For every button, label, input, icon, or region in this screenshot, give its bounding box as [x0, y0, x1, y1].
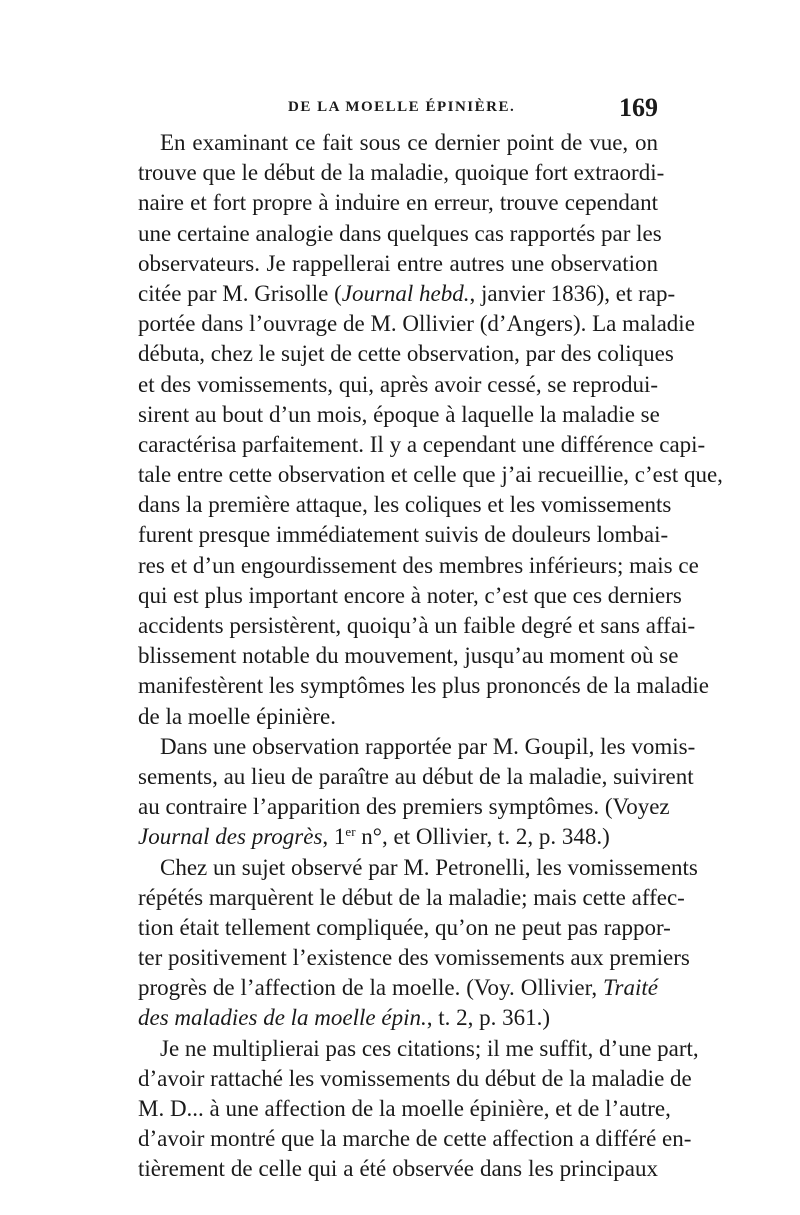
text-segment: qui est plus important encore à noter, c’est que ces derniers: [138, 582, 682, 608]
running-title: DE LA MOELLE ÉPINIÈRE.: [288, 99, 516, 115]
text-segment: manifestèrent les symptômes les plus prononcés de la maladie: [138, 673, 710, 699]
text-line: [138, 611, 696, 641]
text-segment: M. D... à une affection de la moelle épinière, et de l’autre,: [138, 1096, 671, 1121]
text-segment: ter positivement l’existence des vomissements aux premiers: [138, 945, 690, 971]
text-segment: tièrement de celle qui a été observée dans les principaux: [138, 1156, 658, 1182]
text-segment: d’avoir montré que la marche de cette affection a différé en-: [138, 1126, 692, 1152]
text-segment: Dans une observation rapportée par M. Goupil, les vomis-: [160, 733, 696, 759]
text-segment: débuta, chez le sujet de cette observation, par des coliques: [138, 341, 674, 367]
running-head: [138, 93, 658, 123]
text-segment: res et d’un engourdissement des membres inférieurs; mais ce: [138, 552, 699, 578]
text-segment: accidents persistèrent, quoiqu’à un faible degré et sans affai-: [138, 613, 696, 638]
text-segment: d’avoir rattaché les vomissements du début de la maladie de: [138, 1065, 692, 1091]
text-line: [138, 1034, 699, 1064]
text-segment: furent presque immédiatement suivis de douleurs lombai-: [138, 522, 669, 548]
text-segment: une certaine analogie dans quelques cas rapportés par les: [138, 220, 662, 246]
text-line: [138, 490, 672, 520]
text-line: [138, 219, 662, 249]
text-segment: , janvier 1836), et rap-: [469, 280, 676, 306]
text-segment: Je ne multiplierai pas ces citations; il me suffit, d’une part,: [160, 1035, 699, 1061]
text-line: [138, 1003, 658, 1033]
text-line: [138, 762, 694, 792]
text-segment: , t. 2, p. 361.): [426, 1005, 551, 1031]
text-segment: citée par M. Grisolle (: [138, 280, 342, 306]
text-line: [138, 913, 671, 943]
text-line: [138, 1154, 658, 1184]
text-line: [138, 339, 674, 369]
text-line: [138, 520, 669, 550]
text-line: [138, 792, 670, 822]
text-line: [138, 732, 696, 762]
text-line: [138, 973, 658, 1003]
text-segment: observateurs. Je rappellerai entre autres une observation: [138, 250, 658, 276]
text-segment: portée dans l’ouvrage de M. Ollivier (d’Angers). La maladie: [138, 311, 695, 337]
text-line: [138, 581, 682, 611]
text-line: [138, 430, 706, 460]
text-line: [138, 883, 685, 913]
text-line: [138, 309, 695, 339]
text-line: [138, 1094, 671, 1124]
page-number: 169: [619, 93, 658, 122]
superscript: er: [345, 824, 356, 840]
text-line: [138, 188, 658, 218]
text-line: [138, 370, 658, 400]
text-line: [138, 641, 679, 671]
text-segment: sements, au lieu de paraître au début de la maladie, suivirent: [138, 763, 694, 789]
text-line: [138, 1064, 692, 1094]
text-segment: et des vomissements, qui, après avoir cessé, se reprodui-: [138, 371, 658, 397]
text-segment: tion était tellement compliquée, qu’on ne peut pas rappor-: [138, 914, 671, 940]
text-line: [138, 853, 698, 883]
text-line: [138, 702, 658, 732]
text-segment: sirent au bout d’un mois, époque à laquelle la maladie se: [138, 401, 660, 427]
text-segment: au contraire l’apparition des premiers symptômes. (Voyez: [138, 794, 670, 820]
text-line: [138, 671, 710, 701]
text-line: [138, 158, 665, 188]
italic-text: Journal des progrès: [138, 824, 323, 850]
text-segment: de la moelle épinière.: [138, 703, 336, 729]
text-segment: dans la première attaque, les coliques et les vomissements: [138, 492, 672, 518]
text-segment: trouve que le début de la maladie, quoique fort extraordi-: [138, 160, 665, 186]
text-line: [138, 460, 723, 490]
text-segment: Chez un sujet observé par M. Petronelli, les vomissements: [160, 854, 698, 880]
italic-text: Traité: [603, 975, 658, 1001]
body-text: [138, 128, 723, 1185]
text-segment: n°, et Ollivier, t. 2, p. 348.): [355, 824, 610, 850]
text-segment: tale entre cette observation et celle que j’ai recueillie, c’est que,: [138, 462, 723, 488]
text-line: [138, 279, 676, 309]
text-segment: caractérisa parfaitement. Il y a cependant une différence capi-: [138, 431, 706, 457]
italic-text: des maladies de la moelle épin.: [138, 1005, 427, 1031]
text-segment: progrès de l’affection de la moelle. (Voy. Ollivier,: [138, 975, 604, 1001]
text-line: [138, 943, 690, 973]
text-line: [138, 249, 658, 279]
text-line: [138, 128, 658, 158]
text-line: [138, 400, 658, 430]
text-segment: répétés marquèrent le début de la maladie; mais cette affec-: [138, 884, 685, 910]
text-segment: blissement notable du mouvement, jusqu’au moment où se: [138, 643, 679, 669]
text-line: [138, 1124, 692, 1154]
italic-text: Journal hebd.: [341, 280, 470, 306]
text-segment: , 1: [322, 824, 346, 850]
text-line: [138, 822, 658, 852]
text-segment: En examinant ce fait sous ce dernier point de vue, on: [160, 130, 658, 155]
text-line: [138, 551, 699, 581]
text-segment: naire et fort propre à induire en erreur, trouve cependant: [138, 190, 658, 216]
